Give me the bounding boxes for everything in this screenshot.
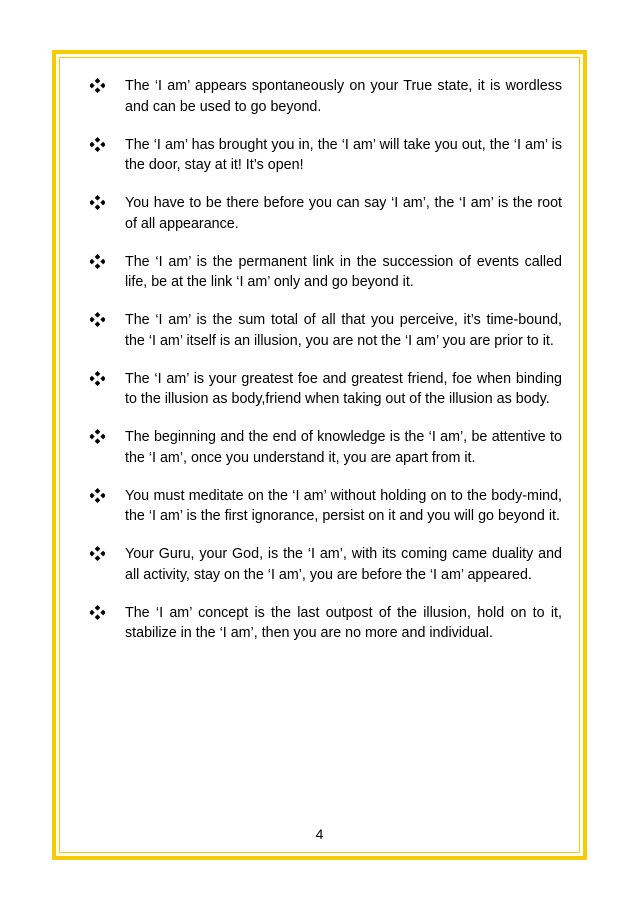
list-item-text: The ‘I am’ has brought you in, the ‘I am’ will take you out, the ‘I am’ is the door, stay at it! It’s open! bbox=[125, 136, 562, 173]
four-diamond-bullet-icon bbox=[90, 488, 105, 503]
four-diamond-bullet-icon bbox=[90, 195, 105, 210]
list-item bbox=[90, 252, 562, 293]
list-item bbox=[90, 486, 562, 527]
list-item-text: The ‘I am’ is the permanent link in the succession of events called life, be at the link ‘I am’ only and go beyond it. bbox=[125, 253, 562, 290]
list-item-text: The beginning and the end of knowledge is the ‘I am’, be attentive to the ‘I am’, once you understand it, you are apart from it. bbox=[125, 429, 562, 466]
list-item bbox=[90, 193, 562, 234]
page-number: 4 bbox=[315, 826, 324, 842]
list-item bbox=[90, 76, 562, 117]
list-item-text: You must meditate on the ‘I am’ without holding on to the body-mind, the ‘I am’ is the first ignorance, persist on it and you will go beyond it. bbox=[125, 487, 562, 524]
list-item bbox=[90, 310, 562, 351]
list-item bbox=[90, 369, 562, 410]
bullet-list bbox=[90, 76, 562, 661]
list-item bbox=[90, 603, 562, 644]
list-item-text: The ‘I am’ is your greatest foe and greatest friend, foe when binding to the illusion as body,friend when taking out of the illusion as body. bbox=[125, 370, 562, 407]
four-diamond-bullet-icon bbox=[90, 371, 105, 386]
list-item bbox=[90, 427, 562, 468]
list-item-text: The ‘I am’ is the sum total of all that you perceive, it’s time-bound, the ‘I am’ itself is an illusion, you are not the ‘I am’ you are prior to it. bbox=[125, 312, 562, 349]
list-item-text: You have to be there before you can say ‘I am’, the ‘I am’ is the root of all appearance. bbox=[125, 195, 562, 232]
list-item-text: The ‘I am’ appears spontaneously on your True state, it is wordless and can be used to go beyond. bbox=[125, 78, 562, 115]
four-diamond-bullet-icon bbox=[90, 78, 105, 93]
four-diamond-bullet-icon bbox=[90, 137, 105, 152]
list-item bbox=[90, 135, 562, 176]
list-item bbox=[90, 544, 562, 585]
list-item-text: The ‘I am’ concept is the last outpost of the illusion, hold on to it, stabilize in the ‘I am’, then you are no more and individual. bbox=[125, 604, 562, 641]
four-diamond-bullet-icon bbox=[90, 429, 105, 444]
list-item-text: Your Guru, your God, is the ‘I am’, with its coming came duality and all activity, stay on the ‘I am’, you are before the ‘I am’ appeared. bbox=[125, 546, 562, 583]
four-diamond-bullet-icon bbox=[90, 312, 105, 327]
four-diamond-bullet-icon bbox=[90, 546, 105, 561]
four-diamond-bullet-icon bbox=[90, 605, 105, 620]
four-diamond-bullet-icon bbox=[90, 254, 105, 269]
